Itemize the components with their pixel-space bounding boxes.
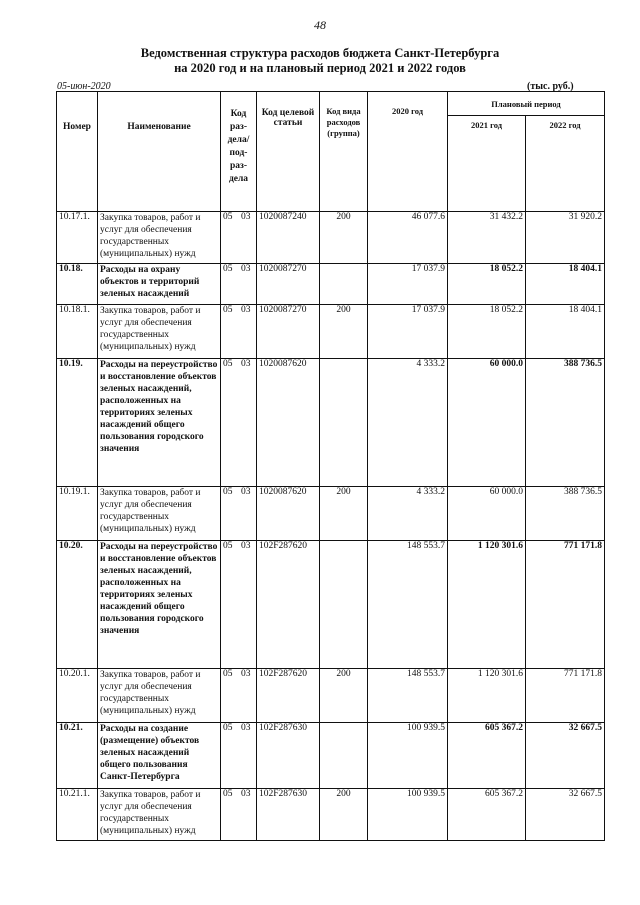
- row-target-code: 102F287630: [257, 723, 320, 789]
- table-row: [57, 789, 605, 841]
- table-row: [57, 305, 605, 359]
- row-value-2022: 18 404.1: [526, 264, 605, 305]
- row-section-part: 05: [223, 723, 233, 733]
- row-section: [221, 541, 257, 669]
- row-value-2022: 18 404.1: [526, 305, 605, 359]
- row-subsection-part: 03: [241, 723, 251, 733]
- table-row: [57, 669, 605, 723]
- row-number: 10.18.: [57, 264, 98, 305]
- row-value-2021: 605 367.2: [448, 723, 526, 789]
- row-subsection-part: 03: [241, 487, 251, 497]
- row-section: [221, 487, 257, 541]
- row-value-2020: 148 553.7: [368, 669, 448, 723]
- row-target-code: 102F287620: [257, 669, 320, 723]
- row-value-2021: 1 120 301.6: [448, 669, 526, 723]
- row-name: Расходы на создание (размещение) объектов зеленых насаждений общего пользования Санкт-Петербурга: [98, 723, 221, 789]
- row-value-2020: 4 333.2: [368, 359, 448, 487]
- row-number: 10.19.1.: [57, 487, 98, 541]
- row-value-2020: 17 037.9: [368, 305, 448, 359]
- row-type-code: 200: [320, 305, 368, 359]
- row-type-code: 200: [320, 212, 368, 264]
- budget-table: [56, 91, 605, 841]
- row-subsection-part: 03: [241, 789, 251, 799]
- row-number: 10.20.1.: [57, 669, 98, 723]
- row-value-2022: 32 667.5: [526, 723, 605, 789]
- row-section: [221, 264, 257, 305]
- title-line-1: Ведомственная структура расходов бюджета Санкт-Петербурга: [140, 46, 500, 60]
- row-section-part: 05: [223, 487, 233, 497]
- page-number: 48: [314, 18, 326, 32]
- header-planned: Плановый период: [448, 92, 605, 116]
- row-name: Расходы на переустройство и восстановление объектов зеленых насаждений, расположенных на территориях зеленых насаждений общего пользования городского значения: [98, 359, 221, 487]
- row-value-2020: 100 939.5: [368, 723, 448, 789]
- page-title: [0, 46, 640, 76]
- row-section-part: 05: [223, 789, 233, 799]
- row-number: 10.21.1.: [57, 789, 98, 841]
- row-value-2021: 1 120 301.6: [448, 541, 526, 669]
- row-value-2022: 32 667.5: [526, 789, 605, 841]
- row-target-code: 1020087270: [257, 264, 320, 305]
- row-name: Расходы на переустройство и восстановление объектов зеленых насаждений, расположенных на территориях зеленых насаждений общего пользования городского значения: [98, 541, 221, 669]
- row-value-2022: 771 171.8: [526, 541, 605, 669]
- header-2021: 2021 год: [448, 116, 526, 212]
- row-type-code: [320, 264, 368, 305]
- row-section: [221, 212, 257, 264]
- row-section: [221, 359, 257, 487]
- row-type-code: [320, 541, 368, 669]
- row-value-2020: 46 077.6: [368, 212, 448, 264]
- row-number: 10.19.: [57, 359, 98, 487]
- row-subsection-part: 03: [241, 264, 251, 274]
- row-value-2021: 18 052.2: [448, 264, 526, 305]
- table-row: [57, 359, 605, 487]
- row-section-part: 05: [223, 541, 233, 551]
- row-name: Расходы на охрану объектов и территорий зеленых насаждений: [98, 264, 221, 305]
- row-subsection-part: 03: [241, 305, 251, 315]
- row-type-code: 200: [320, 487, 368, 541]
- row-value-2021: 60 000.0: [448, 359, 526, 487]
- row-section: [221, 669, 257, 723]
- table-row: [57, 487, 605, 541]
- row-section-part: 05: [223, 359, 233, 369]
- row-target-code: 1020087270: [257, 305, 320, 359]
- row-value-2021: 605 367.2: [448, 789, 526, 841]
- row-section-part: 05: [223, 264, 233, 274]
- row-name: Закупка товаров, работ и услуг для обеспечения государственных (муниципальных) нужд: [98, 212, 221, 264]
- header-2020: 2020 год: [368, 92, 448, 212]
- row-value-2021: 18 052.2: [448, 305, 526, 359]
- row-target-code: 1020087620: [257, 359, 320, 487]
- table-row: [57, 723, 605, 789]
- row-section-part: 05: [223, 305, 233, 315]
- row-section: [221, 305, 257, 359]
- row-target-code: 1020087240: [257, 212, 320, 264]
- row-subsection-part: 03: [241, 669, 251, 679]
- row-number: 10.17.1.: [57, 212, 98, 264]
- row-value-2021: 60 000.0: [448, 487, 526, 541]
- row-section: [221, 723, 257, 789]
- units-label: (тыс. руб.): [527, 81, 574, 92]
- row-name: Закупка товаров, работ и услуг для обеспечения государственных (муниципальных) нужд: [98, 669, 221, 723]
- row-number: 10.21.: [57, 723, 98, 789]
- row-type-code: 200: [320, 669, 368, 723]
- header-2022: 2022 год: [526, 116, 605, 212]
- row-target-code: 102F287630: [257, 789, 320, 841]
- row-number: 10.18.1.: [57, 305, 98, 359]
- row-value-2022: 771 171.8: [526, 669, 605, 723]
- row-section-part: 05: [223, 669, 233, 679]
- row-value-2020: 17 037.9: [368, 264, 448, 305]
- row-name: Закупка товаров, работ и услуг для обеспечения государственных (муниципальных) нужд: [98, 789, 221, 841]
- row-subsection-part: 03: [241, 212, 251, 222]
- header-number: Номер: [57, 92, 98, 212]
- row-value-2022: 388 736.5: [526, 359, 605, 487]
- row-value-2020: 148 553.7: [368, 541, 448, 669]
- row-value-2020: 100 939.5: [368, 789, 448, 841]
- row-value-2020: 4 333.2: [368, 487, 448, 541]
- row-value-2021: 31 432.2: [448, 212, 526, 264]
- header-section: Код раз-дела/ под-раз-дела: [221, 92, 257, 212]
- row-number: 10.20.: [57, 541, 98, 669]
- row-subsection-part: 03: [241, 541, 251, 551]
- header-target: Код целевой статьи: [257, 92, 320, 212]
- row-subsection-part: 03: [241, 359, 251, 369]
- table-row: [57, 212, 605, 264]
- row-name: Закупка товаров, работ и услуг для обеспечения государственных (муниципальных) нужд: [98, 487, 221, 541]
- row-name: Закупка товаров, работ и услуг для обеспечения государственных (муниципальных) нужд: [98, 305, 221, 359]
- header-name: Наименование: [98, 92, 221, 212]
- row-section: [221, 789, 257, 841]
- row-type-code: [320, 723, 368, 789]
- row-target-code: 102F287620: [257, 541, 320, 669]
- table-row: [57, 541, 605, 669]
- title-line-2: на 2020 год и на плановый период 2021 и 2022 годов: [174, 61, 466, 75]
- row-value-2022: 388 736.5: [526, 487, 605, 541]
- header-type: Код вида расходов (группа): [320, 92, 368, 212]
- table-row: [57, 264, 605, 305]
- row-value-2022: 31 920.2: [526, 212, 605, 264]
- row-target-code: 1020087620: [257, 487, 320, 541]
- report-date: 05-июн-2020: [57, 81, 111, 92]
- row-type-code: 200: [320, 789, 368, 841]
- row-type-code: [320, 359, 368, 487]
- row-section-part: 05: [223, 212, 233, 222]
